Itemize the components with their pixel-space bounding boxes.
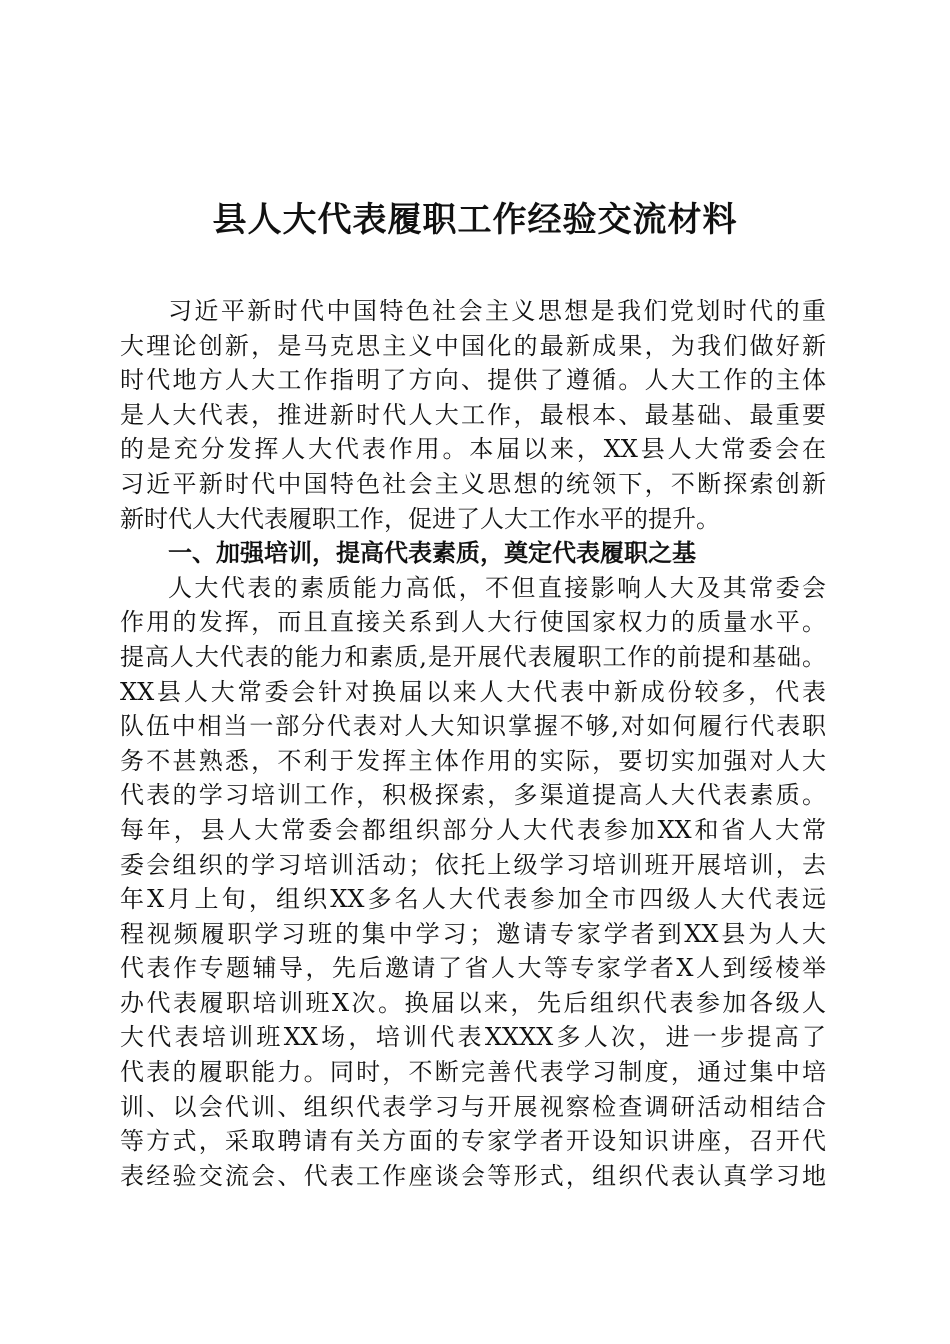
paragraph-line: 训、以会代训、组织代表学习与开展视察检查调研活动相结合 bbox=[120, 1092, 826, 1121]
paragraph-line: 提高人大代表的能力和素质,是开展代表履职工作的前提和基础。 bbox=[120, 642, 826, 671]
paragraph-line: 年X月上旬，组织XX多名人大代表参加全市四级人大代表远 bbox=[120, 885, 826, 914]
paragraph-line: 每年，县人大常委会都组织部分人大代表参加XX和省人大常 bbox=[120, 815, 826, 844]
paragraph-line: 大代表培训班XX场，培训代表XXXX多人次，进一步提高了 bbox=[120, 1023, 826, 1052]
paragraph-line: 程视频履职学习班的集中学习；邀请专家学者到XX县为人大 bbox=[120, 919, 826, 948]
paragraph-line: 务不甚熟悉，不利于发挥主体作用的实际，要切实加强对人大 bbox=[120, 746, 826, 775]
paragraph-line: 表经验交流会、代表工作座谈会等形式，组织代表认真学习地 bbox=[120, 1161, 826, 1190]
section-heading: 一、加强培训，提高代表素质，奠定代表履职之基 bbox=[168, 539, 696, 568]
paragraph-line: 是人大代表，推进新时代人大工作，最根本、最基础、最重要 bbox=[120, 400, 826, 429]
paragraph-line: XX县人大常委会针对换届以来人大代表中新成份较多，代表 bbox=[120, 677, 826, 706]
paragraph-line: 办代表履职培训班X次。换届以来，先后组织代表参加各级人 bbox=[120, 988, 826, 1017]
paragraph-line: 代表作专题辅导，先后邀请了省人大等专家学者X人到绥棱举 bbox=[120, 954, 826, 983]
paragraph-line: 习近平新时代中国特色社会主义思想的统领下，不断探索创新 bbox=[120, 469, 826, 498]
paragraph-line: 人大代表的素质能力高低，不但直接影响人大及其常委会 bbox=[168, 573, 826, 602]
paragraph-line: 委会组织的学习培训活动；依托上级学习培训班开展培训，去 bbox=[120, 850, 826, 879]
paragraph-line: 时代地方人大工作指明了方向、提供了遵循。人大工作的主体 bbox=[120, 366, 826, 395]
paragraph-line: 大理论创新，是马克思主义中国化的最新成果，为我们做好新 bbox=[120, 331, 826, 360]
document-title: 县人大代表履职工作经验交流材料 bbox=[212, 200, 738, 240]
paragraph-line: 的是充分发挥人大代表作用。本届以来，XX县人大常委会在 bbox=[120, 435, 826, 464]
paragraph-line: 新时代人大代表履职工作，促进了人大工作水平的提升。 bbox=[120, 504, 720, 533]
paragraph-line: 队伍中相当一部分代表对人大知识掌握不够,对如何履行代表职 bbox=[120, 712, 826, 741]
paragraph-line: 代表的履职能力。同时，不断完善代表学习制度，通过集中培 bbox=[120, 1058, 826, 1087]
paragraph-line: 习近平新时代中国特色社会主义思想是我们党划时代的重 bbox=[168, 297, 826, 325]
document-body bbox=[120, 294, 826, 1193]
paragraph-line: 代表的学习培训工作，积极探索，多渠道提高人大代表素质。 bbox=[120, 781, 826, 810]
paragraph-line: 作用的发挥，而且直接关系到人大行使国家权力的质量水平。 bbox=[120, 608, 826, 637]
paragraph-line: 等方式，采取聘请有关方面的专家学者开设知识讲座，召开代 bbox=[120, 1127, 826, 1156]
